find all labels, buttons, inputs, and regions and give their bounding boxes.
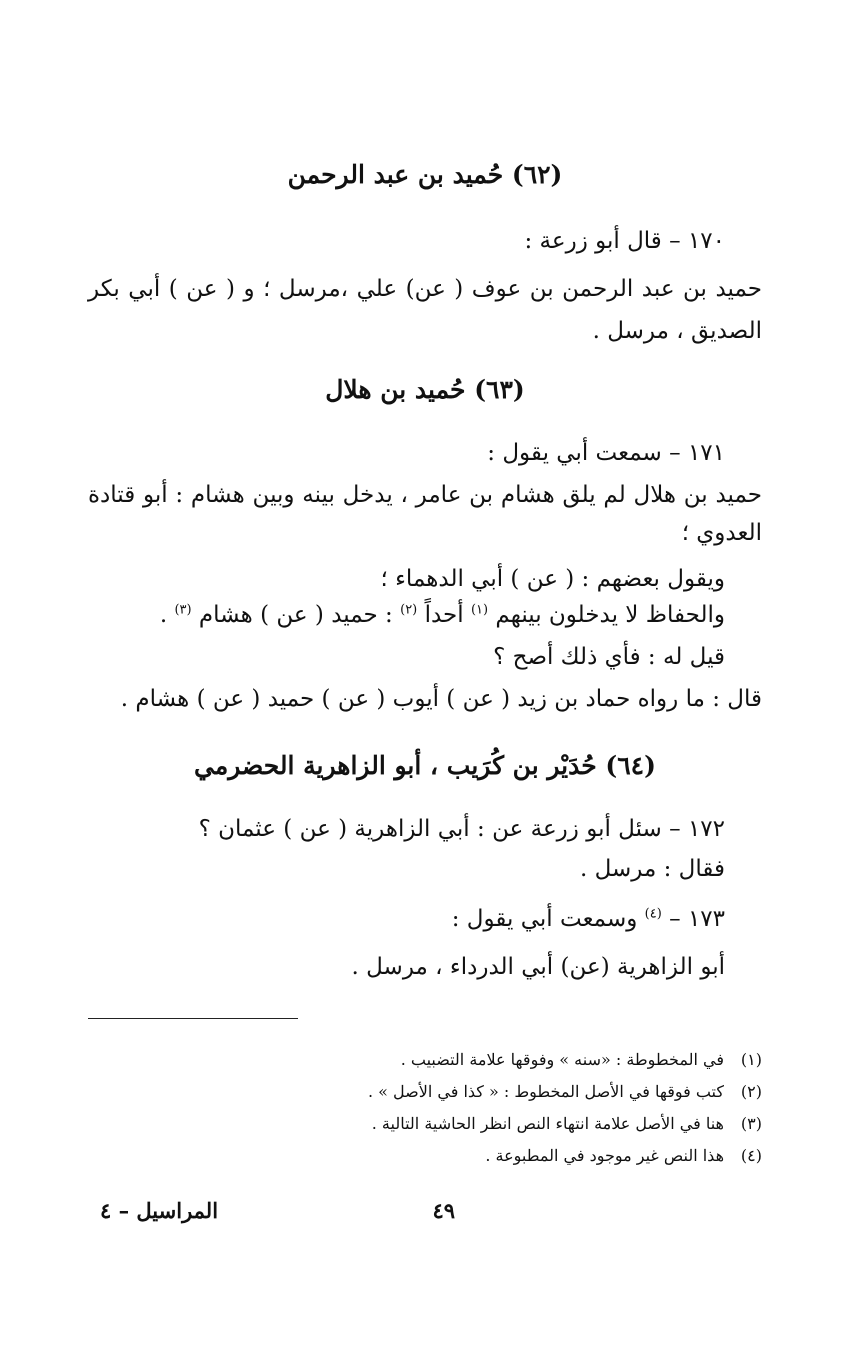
footnote-ref-4[interactable]: (٤) [644,906,662,922]
section-heading-64: (٦٤) حُدَيْر بن كُرَيب ، أبو الزاهرية الحضرمي [194,751,656,780]
footnote-number: (١) [740,1050,762,1069]
footnote-ref-3[interactable]: (٣) [174,602,192,618]
entry-173-text: أبو الزاهرية (عن) أبي الدرداء ، مرسل . [351,954,725,980]
entry-171-text-line-5: قيل له : فأي ذلك أصح ؟ [493,644,725,670]
footnote-number: (٢) [740,1082,762,1101]
text-fragment: أحداً [424,602,471,628]
footnote-2 [200,1080,762,1104]
entry-172-intro: ١٧٢ – سئل أبو زرعة عن : أبي الزاهرية ( عن ) عثمان ؟ [198,816,725,842]
entry-171-text-line-1: حميد بن هلال لم يلق هشام بن عامر ، يدخل بينه وبين هشام : أبو قتادة [88,482,762,508]
footnote-ref-2[interactable]: (٢) [400,602,418,618]
section-heading-62: (٦٢) حُميد بن عبد الرحمن [287,160,563,189]
entry-170-text-line-1: حميد بن عبد الرحمن بن عوف ( عن) علي ،مرسل ؛ و ( عن ) أبي بكر [88,276,762,302]
footnote-1 [200,1048,762,1072]
text-fragment: وسمعت أبي يقول : [451,906,645,932]
entry-172-text: فقال : مرسل . [579,856,725,882]
footnote-text: في المخطوطة : «سنه » وفوقها علامة التضبيب . [400,1050,724,1069]
entry-170-intro: ١٧٠ – قال أبو زرعة : [524,228,725,254]
footnote-divider [88,1018,298,1019]
entry-171-text-line-3: ويقول بعضهم : ( عن ) أبي الدهماء ؛ [380,566,725,592]
footnote-text: هذا النص غير موجود في المطبوعة . [485,1146,724,1165]
footnote-text: كتب فوقها في الأصل المخطوط : « كذا في الأصل » . [367,1082,724,1101]
entry-170-text-line-2: الصديق ، مرسل . [592,318,762,344]
text-fragment: : حميد ( عن ) هشام [198,602,401,628]
page-number: ٤٩ [432,1198,455,1223]
footnote-number: (٤) [740,1146,762,1165]
entry-171-intro: ١٧١ – سمعت أبي يقول : [487,440,725,466]
entry-171-text-line-4 [88,598,725,632]
text-fragment: . [159,602,175,628]
entry-171-text-line-6: قال : ما رواه حماد بن زيد ( عن ) أيوب ( عن ) حميد ( عن ) هشام . [120,686,762,712]
entry-173-intro [88,902,725,936]
footnote-number: (٣) [740,1114,762,1133]
text-fragment: والحفاظ لا يدخلون بينهم [495,602,725,628]
section-heading-63: (٦٣) حُميد بن هلال [325,375,525,404]
entry-171-text-line-2: العدوي ؛ [681,520,762,546]
running-footer-signature: المراسيل – ٤ [100,1198,219,1223]
footnote-4 [200,1144,762,1168]
footnote-3 [200,1112,762,1136]
footnote-text: هنا في الأصل علامة انتهاء النص انظر الحاشية التالية . [371,1114,724,1133]
footnote-ref-1[interactable]: (١) [470,602,489,618]
text-fragment: ١٧٣ – [661,906,725,932]
